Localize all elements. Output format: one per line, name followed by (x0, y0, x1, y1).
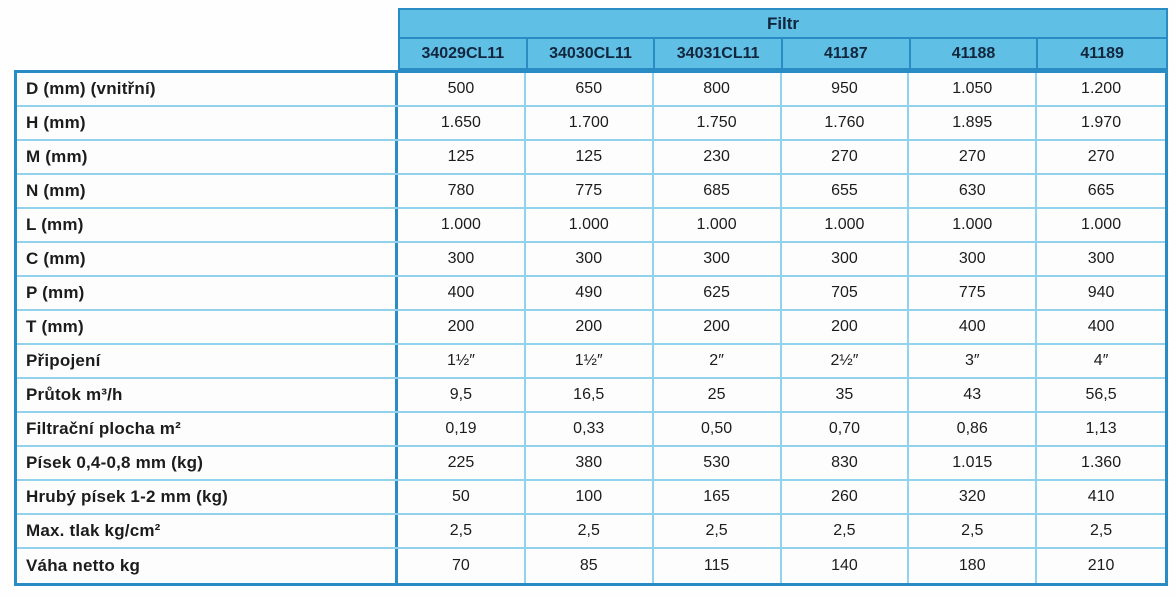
row-values (398, 379, 1165, 411)
column-header: 34031CL11 (655, 39, 783, 68)
row-values (398, 141, 1165, 173)
row-values (398, 243, 1165, 275)
value-cell: 125 (526, 141, 654, 173)
row-values (398, 515, 1165, 547)
value-cell: 35 (782, 379, 910, 411)
value-cell: 400 (1087, 318, 1115, 335)
value-cell: 1.000 (526, 209, 654, 241)
value-cell: 270 (782, 141, 910, 173)
value-cell: 56,5 (1085, 386, 1117, 403)
value-cell: 9,5 (398, 379, 526, 411)
table-row (17, 73, 1165, 107)
value-cell: 775 (909, 277, 1037, 309)
value-cell: 2,5 (654, 515, 782, 547)
value-cell: 4″ (1093, 352, 1109, 369)
value-cell: 0,33 (526, 413, 654, 445)
row-values (398, 209, 1165, 241)
table-row (17, 379, 1165, 413)
table-title: Filtr (400, 10, 1166, 39)
value-cell: 1½″ (398, 345, 526, 377)
row-label: N (mm) (17, 175, 398, 207)
value-cell: 1.200 (1081, 80, 1122, 97)
value-cell: 25 (654, 379, 782, 411)
table-row (17, 311, 1165, 345)
value-cell: 940 (1087, 284, 1115, 301)
row-label: Průtok m³/h (17, 379, 398, 411)
value-cell: 950 (782, 73, 910, 105)
column-header: 34030CL11 (528, 39, 656, 68)
value-cell: 0,50 (654, 413, 782, 445)
value-cell: 16,5 (526, 379, 654, 411)
value-cell: 225 (398, 447, 526, 479)
value-cell: 630 (909, 175, 1037, 207)
value-cell: 490 (526, 277, 654, 309)
row-values (398, 107, 1165, 139)
table-row (17, 549, 1165, 583)
value-cell: 125 (398, 141, 526, 173)
value-cell: 70 (398, 549, 526, 583)
value-cell: 500 (398, 73, 526, 105)
value-cell: 1.360 (1081, 454, 1122, 471)
value-cell: 2″ (654, 345, 782, 377)
value-cell: 100 (526, 481, 654, 513)
value-cell: 3″ (909, 345, 1037, 377)
row-label: Max. tlak kg/cm² (17, 515, 398, 547)
value-cell: 2,5 (909, 515, 1037, 547)
value-cell: 260 (782, 481, 910, 513)
value-cell: 530 (654, 447, 782, 479)
value-cell: 1.970 (1081, 114, 1122, 131)
value-cell: 200 (526, 311, 654, 343)
value-cell: 2,5 (782, 515, 910, 547)
value-cell: 2½″ (782, 345, 910, 377)
value-cell: 300 (398, 243, 526, 275)
row-values (398, 73, 1165, 105)
value-cell: 665 (1087, 182, 1115, 199)
table-row (17, 515, 1165, 549)
value-cell: 85 (526, 549, 654, 583)
row-values (398, 277, 1165, 309)
value-cell: 270 (909, 141, 1037, 173)
value-cell: 685 (654, 175, 782, 207)
table-body (14, 70, 1168, 586)
row-values (398, 413, 1165, 445)
value-cell: 200 (654, 311, 782, 343)
table-row (17, 413, 1165, 447)
value-cell: 43 (909, 379, 1037, 411)
value-cell: 50 (398, 481, 526, 513)
value-cell: 300 (654, 243, 782, 275)
value-cell: 775 (526, 175, 654, 207)
value-cell: 1,13 (1085, 420, 1117, 437)
value-cell: 300 (526, 243, 654, 275)
value-cell: 1.015 (909, 447, 1037, 479)
value-cell: 230 (654, 141, 782, 173)
value-cell: 140 (782, 549, 910, 583)
column-header-row (400, 39, 1166, 68)
row-values (398, 175, 1165, 207)
column-header: 34029CL11 (400, 39, 528, 68)
table-row (17, 141, 1165, 175)
value-cell: 2,5 (1089, 522, 1113, 539)
table-row (17, 175, 1165, 209)
value-cell: 1.000 (1081, 216, 1122, 233)
value-cell: 1.760 (782, 107, 910, 139)
value-cell: 780 (398, 175, 526, 207)
value-cell: 2,5 (526, 515, 654, 547)
column-header: 41189 (1080, 44, 1124, 62)
value-cell: 0,19 (398, 413, 526, 445)
value-cell: 650 (526, 73, 654, 105)
table-header (398, 8, 1168, 70)
value-cell: 1.000 (398, 209, 526, 241)
table-row (17, 209, 1165, 243)
value-cell: 655 (782, 175, 910, 207)
value-cell: 200 (398, 311, 526, 343)
value-cell: 165 (654, 481, 782, 513)
table-row (17, 107, 1165, 141)
table-row (17, 243, 1165, 277)
row-label: Připojení (17, 345, 398, 377)
value-cell: 1.750 (654, 107, 782, 139)
value-cell: 400 (909, 311, 1037, 343)
row-values (398, 481, 1165, 513)
row-label: Filtrační plocha m² (17, 413, 398, 445)
table-row (17, 345, 1165, 379)
value-cell: 270 (1087, 148, 1115, 165)
value-cell: 400 (398, 277, 526, 309)
value-cell: 1.000 (654, 209, 782, 241)
row-label: T (mm) (17, 311, 398, 343)
row-label: H (mm) (17, 107, 398, 139)
value-cell: 1.000 (782, 209, 910, 241)
row-values (398, 311, 1165, 343)
value-cell: 380 (526, 447, 654, 479)
row-label: Hrubý písek 1-2 mm (kg) (17, 481, 398, 513)
value-cell: 410 (1087, 488, 1115, 505)
value-cell: 705 (782, 277, 910, 309)
table-row (17, 481, 1165, 515)
row-label: P (mm) (17, 277, 398, 309)
row-label: Váha netto kg (17, 549, 398, 583)
row-label: C (mm) (17, 243, 398, 275)
column-header: 41187 (783, 39, 911, 68)
value-cell: 1.000 (909, 209, 1037, 241)
value-cell: 1½″ (526, 345, 654, 377)
row-label: M (mm) (17, 141, 398, 173)
value-cell: 800 (654, 73, 782, 105)
value-cell: 1.650 (398, 107, 526, 139)
row-label: Písek 0,4-0,8 mm (kg) (17, 447, 398, 479)
value-cell: 625 (654, 277, 782, 309)
value-cell: 1.700 (526, 107, 654, 139)
value-cell: 180 (909, 549, 1037, 583)
value-cell: 210 (1087, 557, 1115, 574)
value-cell: 300 (1087, 250, 1115, 267)
table-row (17, 277, 1165, 311)
value-cell: 200 (782, 311, 910, 343)
row-values (398, 447, 1165, 479)
value-cell: 2,5 (398, 515, 526, 547)
table-row (17, 447, 1165, 481)
row-label: D (mm) (vnitřní) (17, 73, 398, 105)
value-cell: 830 (782, 447, 910, 479)
value-cell: 1.895 (909, 107, 1037, 139)
row-label: L (mm) (17, 209, 398, 241)
value-cell: 115 (654, 549, 782, 583)
value-cell: 1.050 (909, 73, 1037, 105)
value-cell: 0,70 (782, 413, 910, 445)
value-cell: 300 (909, 243, 1037, 275)
value-cell: 300 (782, 243, 910, 275)
column-header: 41188 (911, 39, 1039, 68)
row-values (398, 345, 1165, 377)
row-values (398, 549, 1165, 583)
value-cell: 320 (909, 481, 1037, 513)
value-cell: 0,86 (909, 413, 1037, 445)
